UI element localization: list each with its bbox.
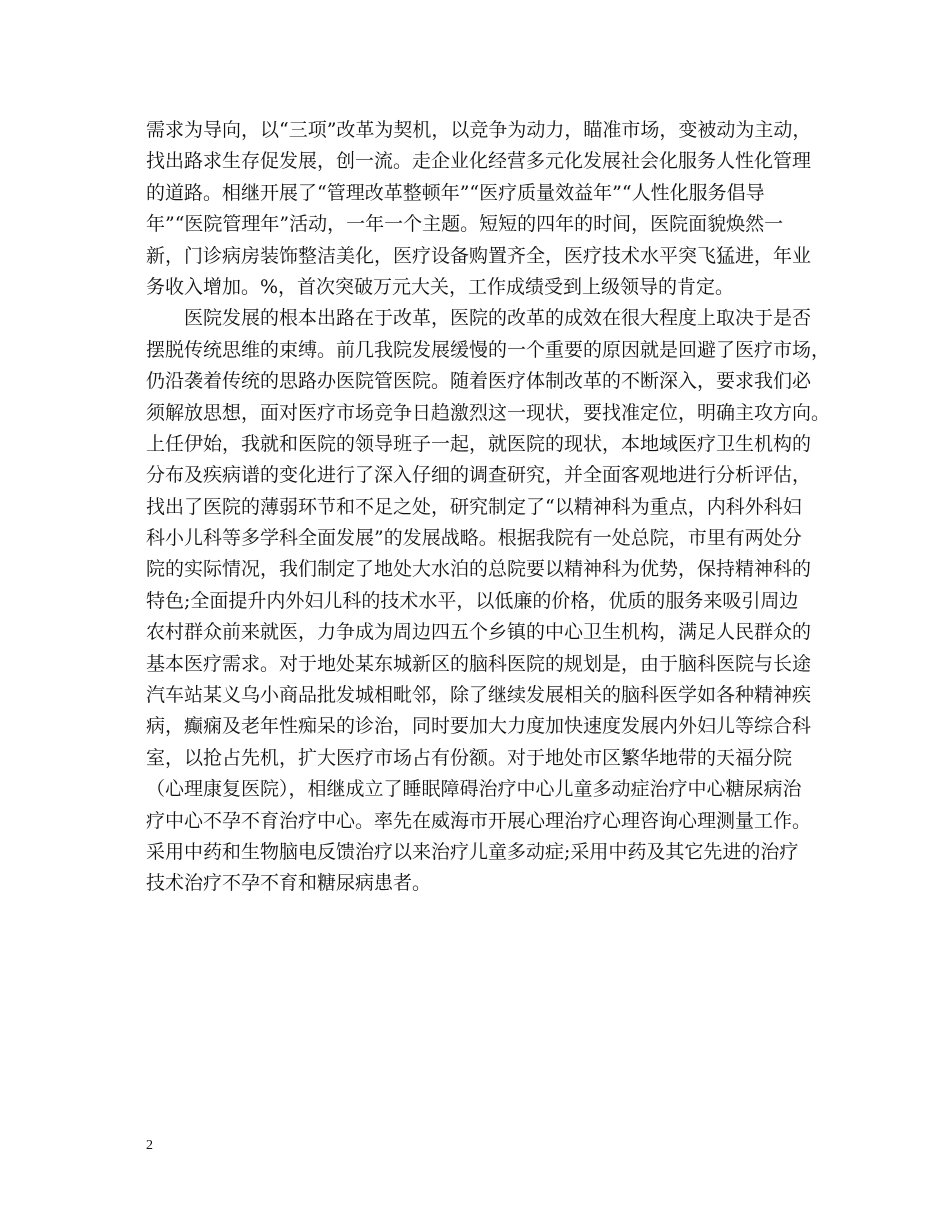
text-line: 汽车站某义乌小商品批发城相毗邻，除了继续发展相关的脑科医学如各种精神疾 (146, 684, 812, 707)
text-line: 科小儿科等多学科全面发展”的发展战略。根据我院有一处总院，市里有两处分 (146, 527, 802, 550)
text-line: 务收入增加。%，首次突破万元大关，工作成绩受到上级领导的肯定。 (146, 275, 735, 298)
text-line: 基本医疗需求。对于地处某东城新区的脑科医院的规划是，由于脑科医院与长途 (146, 652, 812, 675)
text-line: 农村群众前来就医，力争成为周边四五个乡镇的中心卫生机构，满足人民群众的 (146, 621, 812, 644)
text-line: 室，以抢占先机，扩大医疗市场占有份额。对于地处市区繁华地带的天福分院 (146, 746, 793, 769)
text-line: （心理康复医院），相继成立了睡眠障碍治疗中心儿童多动症治疗中心糖尿病治 (146, 778, 802, 801)
text-line: 上任伊始，我就和医院的领导班子一起，就医院的现状，本地域医疗卫生机构的 (146, 432, 812, 455)
text-line: 病，癫痫及老年性痴呆的诊治，同时要加大力度加快速度发展内外妇儿等综合科 (146, 715, 812, 738)
text-line: 院的实际情况，我们制定了地处大水泊的总院要以精神科为优势，保持精神科的 (146, 558, 812, 581)
text-line: 技术治疗不孕不育和糖尿病患者。 (146, 872, 432, 895)
text-line: 找出路求生存促发展，创一流。走企业化经营多元化发展社会化服务人性化管理 (146, 150, 812, 173)
text-line: 新，门诊病房装饰整洁美化，医疗设备购置齐全，医疗技术水平突飞猛进，年业 (146, 244, 812, 267)
text-line: 需求为导向，以“三项”改革为契机，以竞争为动力，瞄准市场，变被动为主动， (146, 119, 812, 141)
text-line: 的道路。相继开展了“管理改革整顿年”“医疗质量效益年”“人性化服务倡导 (146, 181, 765, 204)
text-line: 特色;全面提升内外妇儿科的技术水平，以低廉的价格，优质的服务来吸引周边 (146, 589, 799, 612)
text-line: 摆脱传统思维的束缚。前几我院发展缓慢的一个重要的原因就是回避了医疗市场， (146, 338, 831, 361)
paragraph-first-line: 医院发展的根本出路在于改革，医院的改革的成效在很大程度上取决于是否 (184, 307, 812, 330)
text-line: 找出了医院的薄弱环节和不足之处，研究制定了“以精神科为重点，内科外科妇 (146, 495, 802, 518)
text-line: 年”“医院管理年”活动，一年一个主题。短短的四年的时间，医院面貌焕然一 (146, 213, 784, 236)
text-line: 须解放思想，面对医疗市场竞争日趋激烈这一现状，要找准定位，明确主攻方向。 (146, 401, 831, 424)
text-line: 分布及疾病谱的变化进行了深入仔细的调查研究，并全面客观地进行分析评估， (146, 464, 812, 487)
text-line: 疗中心不孕不育治疗中心。率先在威海市开展心理治疗心理咨询心理测量工作。 (146, 809, 812, 832)
body-text (146, 115, 831, 900)
text-line: 仍沿袭着传统的思路办医院管医院。随着医疗体制改革的不断深入，要求我们必 (146, 370, 812, 393)
text-line: 采用中药和生物脑电反馈治疗以来治疗儿童多动症;采用中药及其它先进的治疗 (146, 840, 799, 863)
page-number: 2 (146, 1138, 153, 1153)
